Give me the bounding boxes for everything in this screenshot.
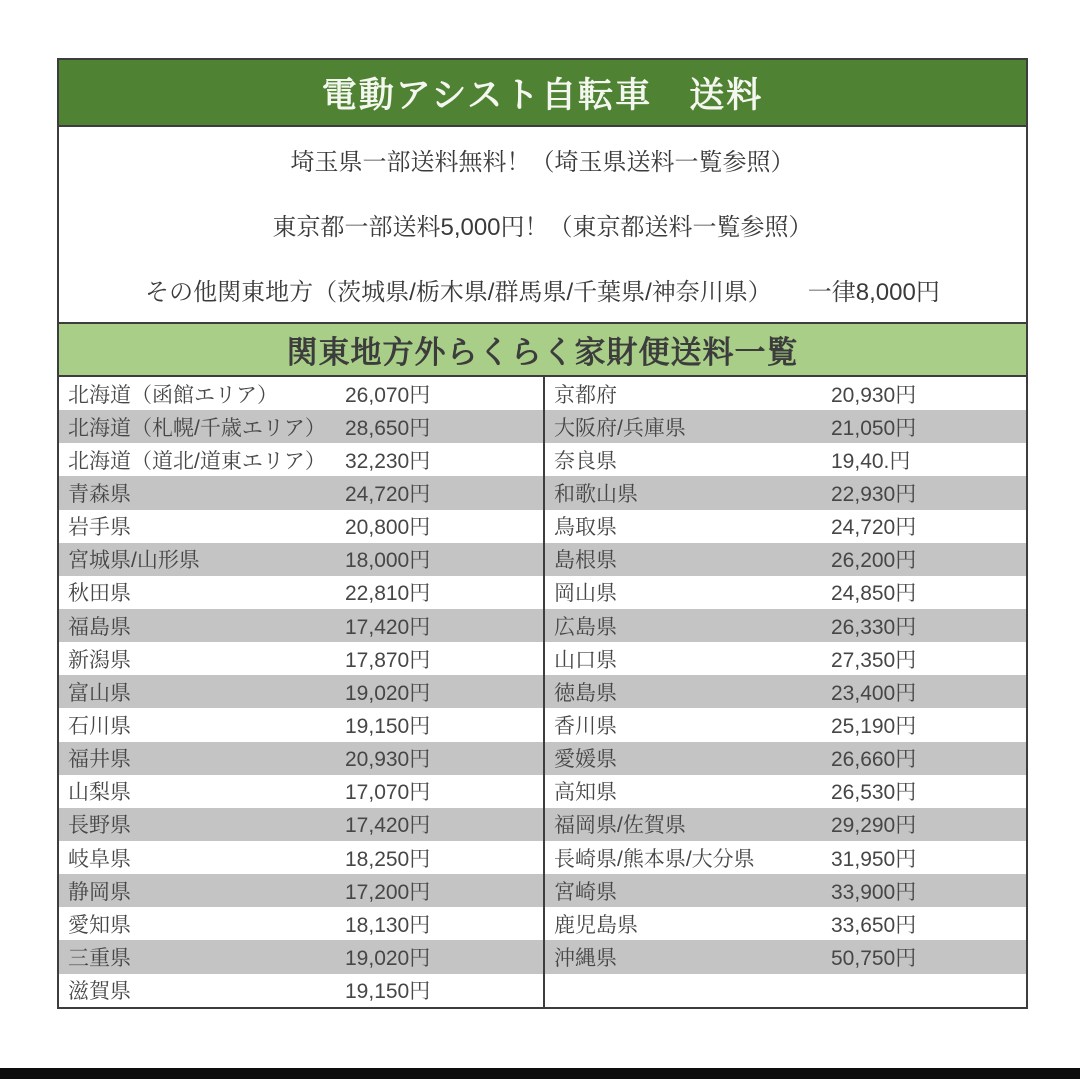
- table-row: [59, 841, 543, 874]
- shipping-fee-board: [57, 58, 1028, 1009]
- price-cell: 33,650円: [831, 913, 917, 937]
- table-row: [545, 940, 1026, 973]
- region-cell: 徳島県: [554, 681, 617, 705]
- region-cell: 和歌山県: [554, 482, 638, 506]
- bottom-bar: [0, 1068, 1080, 1079]
- region-cell: 北海道（道北/道東エリア）: [68, 449, 326, 473]
- notice-kanto-other: その他関東地方（茨城県/栃木県/群馬県/千葉県/神奈川県） 一律8,000円: [145, 279, 940, 306]
- notice-tokyo: 東京都一部送料5,000円！（東京都送料一覧参照）: [272, 214, 813, 241]
- price-cell: 24,720円: [345, 482, 431, 506]
- region-cell: 福岡県/佐賀県: [554, 814, 686, 838]
- price-cell: 20,930円: [345, 748, 431, 772]
- region-cell: 静岡県: [68, 880, 131, 904]
- price-cell: 23,400円: [831, 681, 917, 705]
- region-cell: 長崎県/熊本県/大分県: [554, 847, 755, 871]
- table-row: [545, 742, 1026, 775]
- region-cell: 山口県: [554, 648, 617, 672]
- price-cell: 18,000円: [345, 549, 431, 573]
- region-cell: 大阪府/兵庫県: [554, 416, 686, 440]
- price-cell: 22,810円: [345, 582, 431, 606]
- region-cell: 石川県: [68, 714, 131, 738]
- table-row: [545, 841, 1026, 874]
- price-cell: 26,530円: [831, 781, 917, 805]
- table-row: [59, 543, 543, 576]
- region-cell: 高知県: [554, 781, 617, 805]
- table-row: [59, 609, 543, 642]
- main-title-bar: [59, 60, 1026, 127]
- table-row: [59, 642, 543, 675]
- price-cell: 33,900円: [831, 880, 917, 904]
- price-cell: 18,250円: [345, 847, 431, 871]
- region-cell: 奈良県: [554, 449, 617, 473]
- table-row: [59, 708, 543, 741]
- table-row: [545, 907, 1026, 940]
- price-cell: 17,420円: [345, 615, 431, 639]
- table-title-bar: [59, 322, 1026, 377]
- table-row: [59, 974, 543, 1007]
- region-cell: 香川県: [554, 714, 617, 738]
- region-cell: 長野県: [68, 814, 131, 838]
- price-cell: 20,800円: [345, 516, 431, 540]
- region-cell: 宮崎県: [554, 880, 617, 904]
- notice-saitama: 埼玉県一部送料無料！（埼玉県送料一覧参照）: [290, 149, 795, 176]
- region-cell: 岩手県: [68, 516, 131, 540]
- region-cell: 福島県: [68, 615, 131, 639]
- price-cell: 25,190円: [831, 714, 917, 738]
- price-cell: 19,150円: [345, 980, 431, 1004]
- region-cell: 沖縄県: [554, 946, 617, 970]
- table-row: [545, 476, 1026, 509]
- table-row: [545, 410, 1026, 443]
- table-row: [545, 642, 1026, 675]
- price-cell: 17,420円: [345, 814, 431, 838]
- main-title: 電動アシスト自転車 送料: [321, 75, 764, 115]
- region-cell: 北海道（函館エリア）: [68, 383, 278, 407]
- price-cell: 27,350円: [831, 648, 917, 672]
- price-cell: 17,070円: [345, 781, 431, 805]
- region-cell: 愛媛県: [554, 748, 617, 772]
- table-row: [59, 742, 543, 775]
- price-cell: 50,750円: [831, 946, 917, 970]
- table-title: 関東地方外らくらく家財便送料一覧: [286, 335, 799, 370]
- region-cell: 滋賀県: [68, 980, 131, 1004]
- table-row: [59, 808, 543, 841]
- table-column-left: [59, 377, 543, 1007]
- table-row: [59, 775, 543, 808]
- shipping-fee-table: [59, 377, 1026, 1007]
- price-cell: 17,870円: [345, 648, 431, 672]
- table-row: [545, 609, 1026, 642]
- price-cell: 22,930円: [831, 482, 917, 506]
- table-row: [545, 708, 1026, 741]
- region-cell: 京都府: [554, 383, 617, 407]
- region-cell: 岐阜県: [68, 847, 131, 871]
- region-cell: 鹿児島県: [554, 913, 638, 937]
- region-cell: 愛知県: [68, 913, 131, 937]
- table-row: [545, 377, 1026, 410]
- region-cell: 宮城県/山形県: [68, 549, 200, 573]
- table-row: [545, 808, 1026, 841]
- price-cell: 26,660円: [831, 748, 917, 772]
- table-row: [545, 510, 1026, 543]
- region-cell: 富山県: [68, 681, 131, 705]
- region-cell: 岡山県: [554, 582, 617, 606]
- price-cell: 32,230円: [345, 449, 431, 473]
- notice-section: [59, 127, 1026, 322]
- region-cell: 三重県: [68, 946, 131, 970]
- table-row: [545, 675, 1026, 708]
- region-cell: 広島県: [554, 615, 617, 639]
- table-row: [59, 443, 543, 476]
- table-row: [59, 940, 543, 973]
- price-cell: 20,930円: [831, 383, 917, 407]
- table-row: [59, 476, 543, 509]
- price-cell: 28,650円: [345, 416, 431, 440]
- region-cell: 青森県: [68, 482, 131, 506]
- price-cell: 31,950円: [831, 847, 917, 871]
- table-column-right: [543, 377, 1026, 1007]
- table-row: [59, 874, 543, 907]
- price-cell: 29,290円: [831, 814, 917, 838]
- price-cell: 24,850円: [831, 582, 917, 606]
- region-cell: 福井県: [68, 748, 131, 772]
- price-cell: 26,070円: [345, 383, 431, 407]
- table-row: [59, 377, 543, 410]
- table-row: [545, 576, 1026, 609]
- region-cell: 秋田県: [68, 582, 131, 606]
- region-cell: 北海道（札幌/千歳エリア）: [68, 416, 326, 440]
- region-cell: 山梨県: [68, 781, 131, 805]
- price-cell: 19,40.円: [831, 449, 911, 473]
- table-row: [59, 510, 543, 543]
- region-cell: 島根県: [554, 549, 617, 573]
- table-row: [59, 576, 543, 609]
- price-cell: 21,050円: [831, 416, 917, 440]
- price-cell: 18,130円: [345, 913, 431, 937]
- price-cell: 26,200円: [831, 549, 917, 573]
- price-cell: 19,020円: [345, 946, 431, 970]
- table-row: [545, 775, 1026, 808]
- price-cell: 24,720円: [831, 516, 917, 540]
- price-cell: 26,330円: [831, 615, 917, 639]
- table-row: [545, 874, 1026, 907]
- price-cell: 19,150円: [345, 714, 431, 738]
- price-cell: 19,020円: [345, 681, 431, 705]
- table-row: [545, 443, 1026, 476]
- table-row: [545, 543, 1026, 576]
- price-cell: 17,200円: [345, 880, 431, 904]
- region-cell: 新潟県: [68, 648, 131, 672]
- table-row: [59, 907, 543, 940]
- table-row: [59, 410, 543, 443]
- region-cell: 鳥取県: [554, 516, 617, 540]
- table-row: [59, 675, 543, 708]
